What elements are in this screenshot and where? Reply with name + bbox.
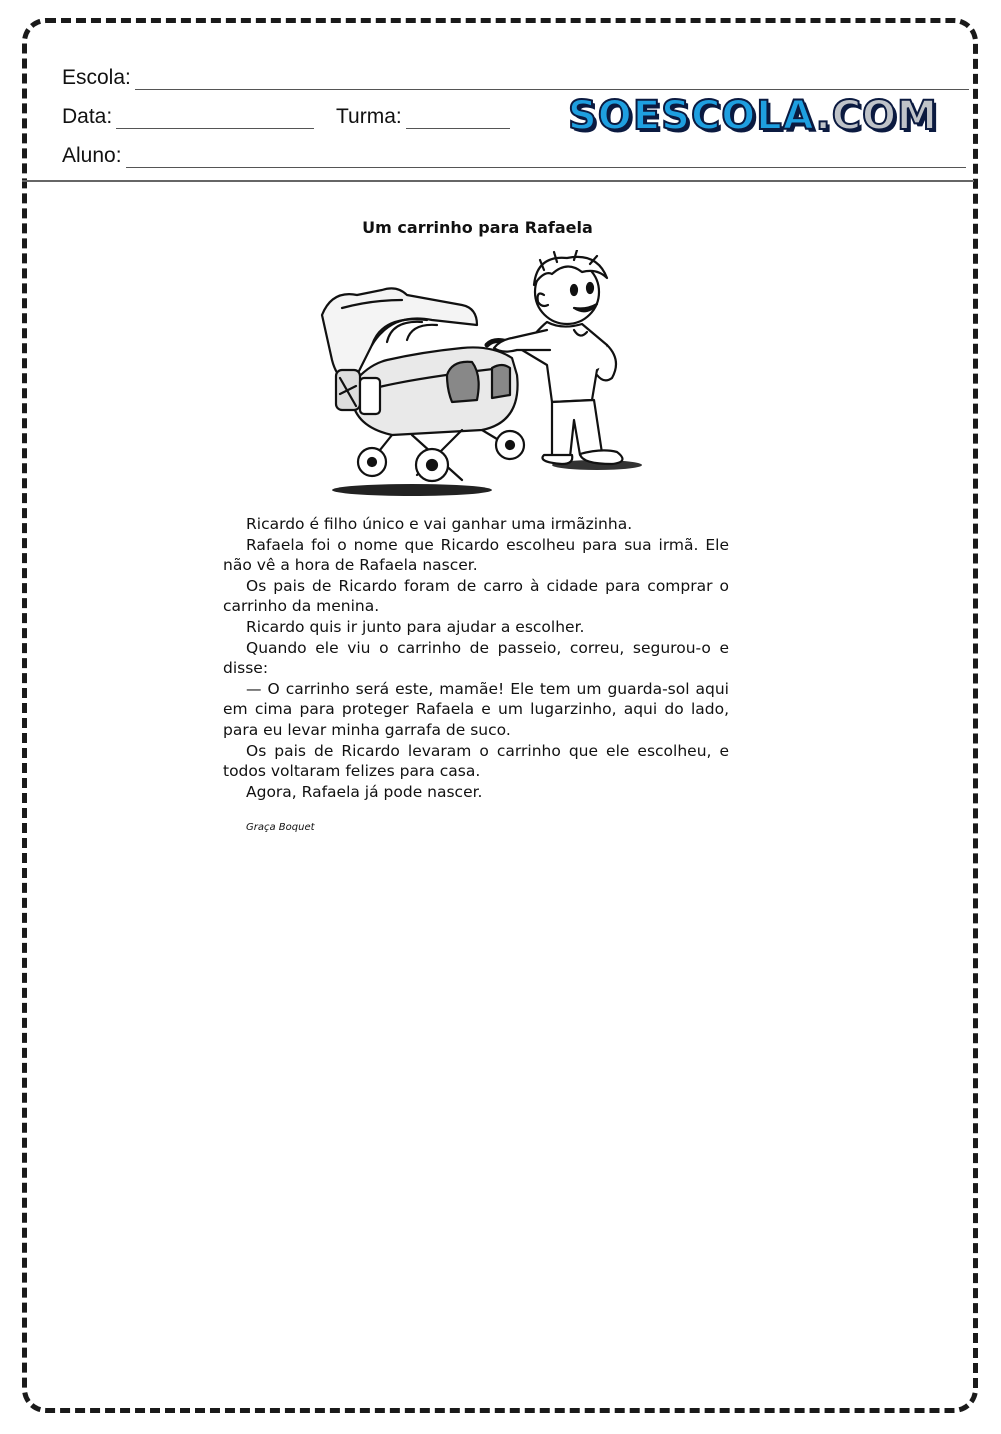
student-field[interactable]: [126, 166, 966, 168]
class-row: [336, 105, 510, 129]
school-field[interactable]: [135, 88, 969, 90]
school-row: [62, 66, 969, 90]
class-field[interactable]: [406, 127, 510, 129]
logo-suffix: .COM: [815, 93, 938, 139]
story-paragraph: Os pais de Ricardo foram de carro à cidade para comprar o carrinho da menina.: [223, 576, 729, 616]
story-title: Um carrinho para Rafaela: [362, 218, 593, 237]
story-paragraph: Agora, Rafaela já pode nascer.: [246, 782, 483, 801]
student-label: Aluno:: [62, 144, 122, 167]
story-paragraph: Quando ele viu o carrinho de passeio, correu, segurou-o e disse:: [223, 638, 729, 678]
student-row: [62, 144, 966, 168]
story-paragraph: — O carrinho será este, mamãe! Ele tem um guarda-sol aqui em cima para proteger Rafaela e um lugarzinho, aqui do lado, para eu levar minha garrafa de suco.: [223, 679, 729, 739]
date-field[interactable]: [116, 127, 314, 129]
class-label: Turma:: [336, 105, 402, 128]
logo-main: SOESCOLA: [568, 93, 816, 139]
boy-with-stroller-illustration: [312, 250, 648, 500]
story-author: Graça Boquet: [246, 822, 315, 833]
school-label: Escola:: [62, 66, 131, 89]
header-divider: [22, 180, 974, 182]
story-paragraph: Rafaela foi o nome que Ricardo escolheu para sua irmã. Ele não vê a hora de Rafaela nascer.: [223, 535, 729, 575]
date-label: Data:: [62, 105, 113, 128]
story-paragraph: Ricardo é filho único e vai ganhar uma irmãzinha.: [246, 515, 633, 533]
date-row: [62, 105, 314, 129]
soescola-logo: [568, 93, 938, 139]
story-paragraph: Ricardo quis ir junto para ajudar a escolher.: [246, 617, 585, 636]
story-body: [223, 514, 729, 802]
story-paragraph: Os pais de Ricardo levaram o carrinho que ele escolheu, e todos voltaram felizes para casa.: [223, 741, 729, 781]
